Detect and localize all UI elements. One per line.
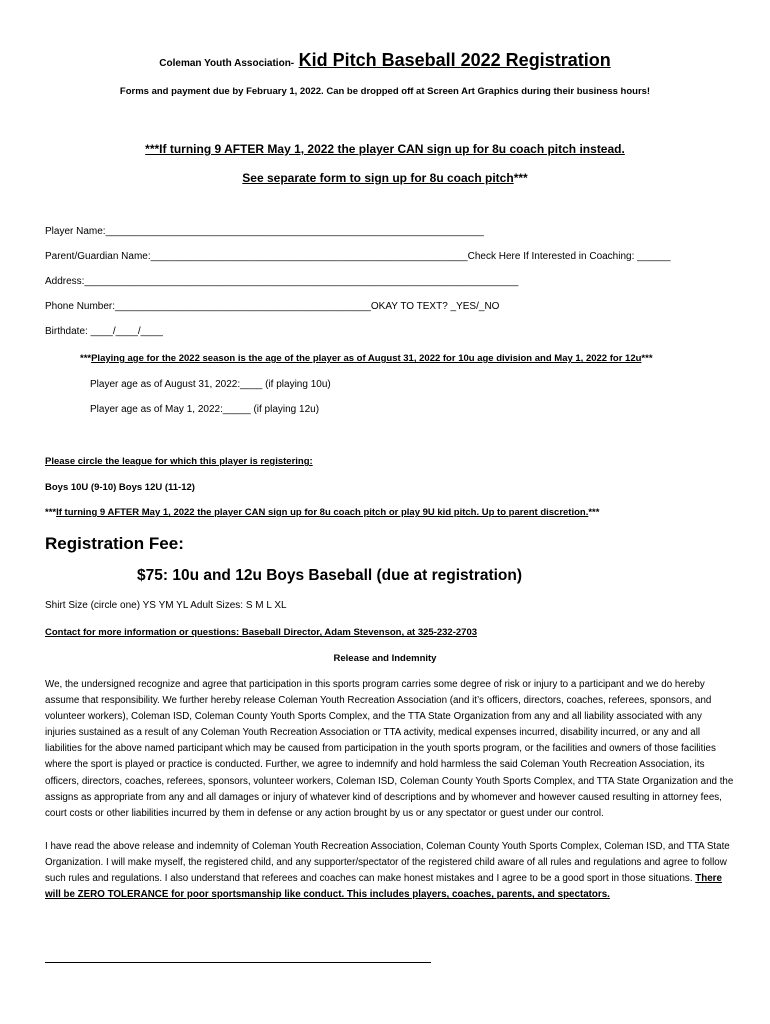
form-title (0, 50, 770, 71)
address-field[interactable]: Address:______________________________________________________________________________ (45, 276, 519, 287)
birthdate-field[interactable]: Birthdate: ____/____/____ (45, 326, 163, 337)
zero-tolerance-note: There will be ZERO TOLERANCE for poor sportsmanship like conduct. This includes players, coaches, parents, and spectators. (45, 873, 722, 901)
shirt-size-options[interactable]: Shirt Size (circle one) YS YM YL Adult Sizes: S M L XL (45, 600, 287, 611)
due-date-line: Forms and payment due by February 1, 2022. Can be dropped off at Screen Art Graphics during their business hours! (119, 86, 651, 97)
league-note: ***If turning 9 AFTER May 1, 2022 the player CAN sign up for 8u coach pitch or play 9U kid pitch. Up to parent discretion.*** (45, 507, 600, 518)
player-name-field[interactable]: Player Name:____________________________________________________________________ (45, 226, 484, 237)
registration-fee-heading: Registration Fee: (45, 534, 184, 553)
release-heading: Release and Indemnity (333, 653, 437, 664)
coach-pitch-notice-2: See separate form to sign up for 8u coach pitch*** (242, 171, 528, 185)
playing-age-rule: ***Playing age for the 2022 season is the age of the player as of August 31, 2022 for 10u age division and May 1, 2022 for 12u*** (80, 353, 653, 364)
association-name: Coleman Youth Association- (159, 58, 295, 69)
release-paragraph-1: We, the undersigned recognize and agree that participation in this sports program carries some degree of risk or injury to a participant and we do hereby assume that responsibility. We further hereby release Coleman Youth Recreation Association (and it’s officers, directors, coaches, referees, sponsors, and volunteer workers), Coleman ISD, Coleman County Youth Sports Complex, and the TTA State Organization from any and all liability associated with any injuries sustained as a result of any Coleman Youth Recreation Association or TTA activity, medical expenses incurred, disability incurred, or any and all liabilities for the above named participant which may be caused from participation in the youth sports program, or the facilities and owners of those facilities where the sport is played or practice is conducted. Further, we agree to indemnify and hold harmless the said Coleman Youth Recreation Association, its officers, directors, coaches, referees, sponsors, volunteer workers, Coleman ISD, Coleman County Youth Sports Complex, and TTA State Organization and the assigns as appropriate from any and all damages or injury of whatever kind of descriptions and by whomever and however caused resulting in attorney fees, court costs or other liabilities incurred by them in defense or any action brought by us or any spectator or guest under our control. (45, 679, 734, 819)
fee-amount-line: $75: 10u and 12u Boys Baseball (due at registration) (137, 567, 523, 584)
release-paragraph-2: I have read the above release and indemnity of Coleman Youth Recreation Association, Coleman County Youth Sports Complex, Coleman ISD, and TTA State Organization. I will make myself, the registered child, and any supporter/spectator of the registered child aware of all rules and regulations and agree to follow such rules and regulations. I also understand that referees and coaches can make honest mistakes and I agree to be a good sport in those situations. There will be ZERO TOLERANCE for poor sportsmanship like conduct. This includes players, coaches, parents, and spectators. (45, 841, 730, 901)
signature-line[interactable] (45, 962, 431, 963)
page-title: Kid Pitch Baseball 2022 Registration (298, 50, 611, 70)
league-heading: Please circle the league for which this player is registering: (45, 456, 313, 467)
age-august-field[interactable]: Player age as of August 31, 2022:____ (if playing 10u) (90, 379, 331, 390)
phone-field[interactable]: Phone Number:______________________________________________OKAY TO TEXT? _YES/_NO (45, 301, 500, 312)
contact-line: Contact for more information or questions: Baseball Director, Adam Stevenson, at 325-232-2703 (45, 627, 478, 638)
league-options[interactable]: Boys 10U (9-10) Boys 12U (11-12) (45, 482, 195, 493)
parent-name-field[interactable]: Parent/Guardian Name:_________________________________________________________Check Here If Interested in Coaching: ______ (45, 251, 671, 262)
age-may-field[interactable]: Player age as of May 1, 2022:_____ (if playing 12u) (90, 404, 320, 415)
coach-pitch-notice-1: ***If turning 9 AFTER May 1, 2022 the player CAN sign up for 8u coach pitch instead. (145, 142, 625, 156)
